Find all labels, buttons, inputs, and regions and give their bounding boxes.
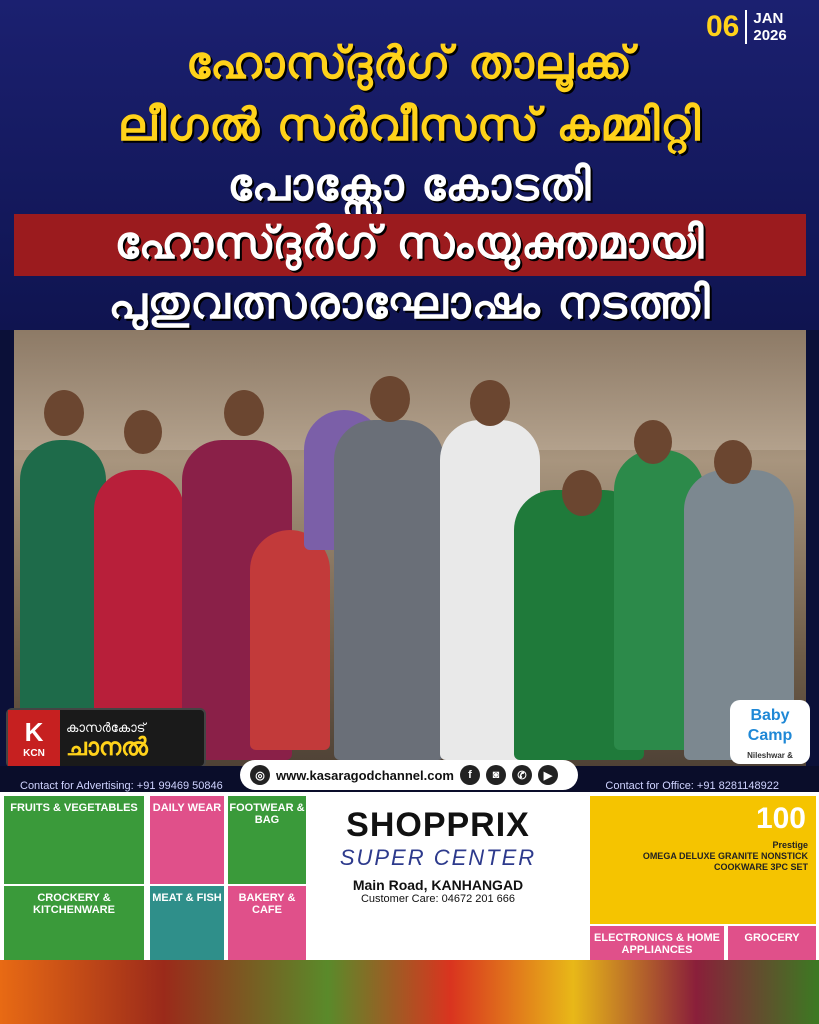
kcn-channel-logo — [6, 708, 206, 768]
headline-line-1: ഹോസ്ദുർഗ് താലൂക്ക് — [185, 36, 634, 89]
face — [44, 390, 84, 436]
person — [250, 530, 330, 750]
person — [334, 420, 444, 760]
facebook-icon[interactable]: f — [460, 765, 480, 785]
promo-number: 100 — [755, 802, 806, 835]
headline-line-2: ലീഗൽ സർവീസസ് കമ്മിറ്റി — [117, 98, 702, 151]
tile-bakery: BAKERY & CAFE — [228, 886, 306, 960]
globe-icon: ◎ — [250, 765, 270, 785]
promo-text: Prestige OMEGA DELUXE GRANITE NONSTICK COOKWARE 3PC SET — [642, 840, 808, 872]
produce-strip — [0, 960, 819, 1024]
whatsapp-icon[interactable]: ✆ — [512, 765, 532, 785]
tile-footwear: FOOTWEAR & BAG — [228, 796, 306, 884]
tile-crockery: CROCKERY & KITCHENWARE — [4, 886, 144, 960]
face — [634, 420, 672, 464]
face — [470, 380, 510, 426]
headline-line-3: പോക്സോ കോടതി — [227, 158, 592, 211]
group-photo — [14, 330, 806, 766]
website-url[interactable]: www.kasaragodchannel.com — [276, 767, 454, 783]
shopprix-brand — [308, 806, 568, 905]
office-contact: Contact for Office: +91 8281148922 — [605, 780, 779, 792]
cookware-promo — [590, 796, 816, 924]
face — [562, 470, 602, 516]
advertising-contact: Contact for Advertising: +91 99469 50846 — [20, 780, 223, 792]
tile-daily-wear: DAILY WEAR — [150, 796, 224, 884]
baby-camp-logo: Baby Camp Nileshwar & — [730, 700, 810, 764]
date-day: 06 — [706, 10, 740, 43]
brand-sub: SUPER CENTER — [339, 845, 537, 870]
headline-line-4: ഹോസ്ദുർഗ് സംയുക്തമായി — [114, 216, 705, 269]
brand-name: SHOPPRIX — [346, 806, 530, 844]
tile-fruits: FRUITS & VEGETABLES — [4, 796, 144, 884]
face — [224, 390, 264, 436]
kcn-icon: K KCN — [8, 710, 60, 766]
date-month: JAN — [753, 10, 784, 27]
channel-name: കാസർകോട് ചാനൽ — [66, 721, 148, 761]
website-pill[interactable] — [240, 760, 578, 790]
date-year: 2026 — [753, 27, 787, 44]
store-address: Main Road, KANHANGAD — [352, 877, 524, 893]
face — [714, 440, 752, 484]
youtube-icon[interactable]: ▶ — [538, 765, 558, 785]
customer-care: Customer Care: 04672 201 666 — [360, 893, 516, 905]
face — [124, 410, 162, 454]
tile-grocery: GROCERY — [728, 926, 816, 966]
tile-electronics: ELECTRONICS & HOME APPLIANCES — [590, 926, 724, 966]
instagram-icon[interactable]: ◙ — [486, 765, 506, 785]
tile-meat-fish: MEAT & FISH — [150, 886, 224, 960]
headline-line-5: പുതുവത്സരാഘോഷം നടത്തി — [108, 276, 711, 329]
face — [370, 376, 410, 422]
